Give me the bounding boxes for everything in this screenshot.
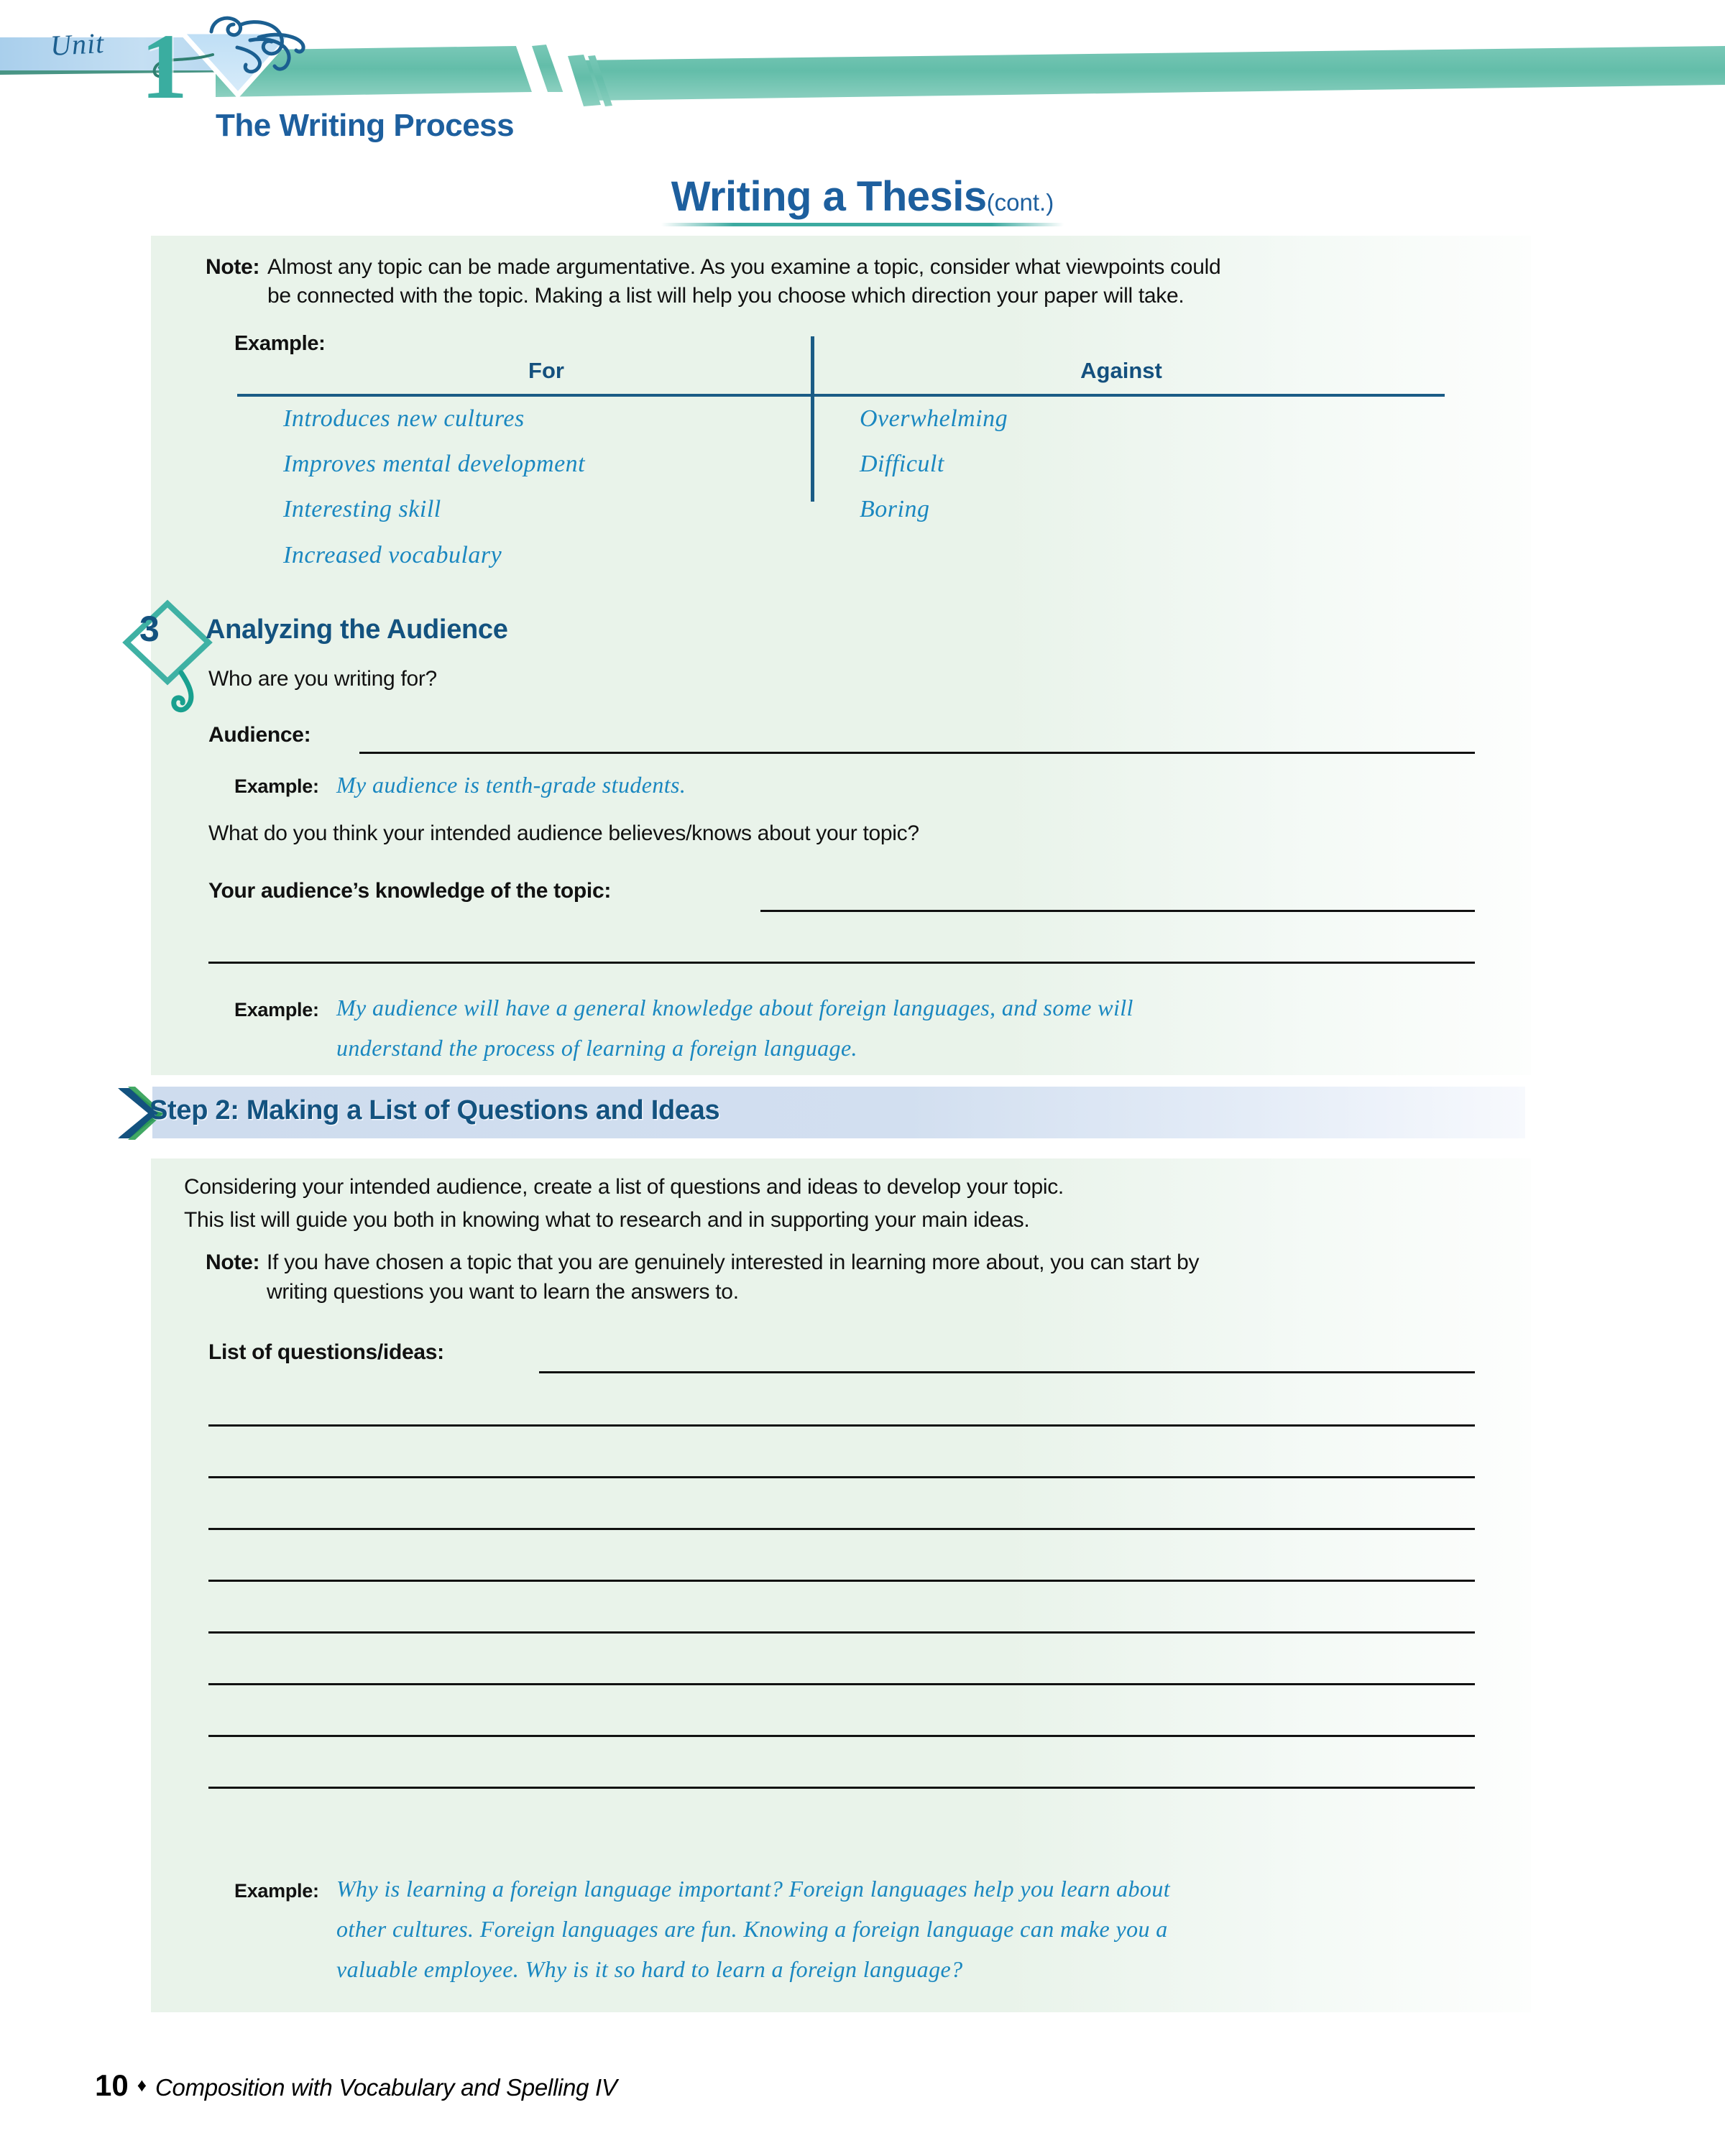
unit-title: The Writing Process [216, 108, 515, 143]
note-text-step2-line2: writing questions you want to learn the answers to. [267, 1280, 739, 1304]
note-text-top-line2: be connected with the topic. Making a list will help you choose which direction your paper will take. [267, 284, 1184, 308]
note-text-top-line1: Almost any topic can be made argumentative. As you examine a topic, consider what viewpoints could [267, 255, 1221, 279]
page-title [661, 172, 1064, 228]
table-column-header-against: Against [1080, 358, 1162, 383]
page-footer [95, 2068, 617, 2103]
example-text-step2-line2: other cultures. Foreign languages are fun. Knowing a foreign language can make you a [336, 1916, 1168, 1942]
table-cell-against-0: Overwhelming [860, 405, 1008, 432]
step-2-intro-line2: This list will guide you both in knowing what to research and in supporting your main ideas. [184, 1208, 1030, 1232]
list-answer-line-8[interactable] [208, 1787, 1475, 1789]
example-label-table: Example: [234, 332, 326, 355]
audience-knowledge-label: Your audience’s knowledge of the topic: [208, 879, 612, 903]
step-3-question-1: Who are you writing for? [208, 667, 437, 691]
list-answer-line-5[interactable] [208, 1631, 1475, 1634]
step-3-number: 3 [139, 609, 160, 649]
step-2-title: Step 2: Making a List of Questions and Ideas [150, 1095, 720, 1125]
list-answer-line-2[interactable] [208, 1476, 1475, 1478]
table-vertical-divider [811, 336, 814, 502]
table-cell-against-2: Boring [860, 496, 930, 522]
example-label-audience: Example: [234, 775, 319, 797]
example-text-knowledge-line1: My audience will have a general knowledge about foreign languages, and some will [336, 995, 1133, 1021]
note-label-step2: Note: [206, 1250, 260, 1274]
page-title-main: Writing a Thesis [671, 173, 987, 220]
unit-word-label: Unit [49, 27, 106, 62]
list-questions-label: List of questions/ideas: [208, 1340, 444, 1364]
list-answer-line-6[interactable] [208, 1683, 1475, 1685]
table-cell-against-1: Difficult [860, 451, 944, 477]
list-answer-line-3[interactable] [208, 1528, 1475, 1530]
footer-book-title: Composition with Vocabulary and Spelling IV [155, 2074, 617, 2101]
audience-knowledge-line-2[interactable] [208, 962, 1475, 964]
header-decoration [0, 0, 1725, 172]
page-title-suffix: (cont.) [986, 189, 1054, 216]
example-text-audience: My audience is tenth-grade students. [336, 772, 686, 798]
list-answer-line-1[interactable] [208, 1424, 1475, 1427]
step-2-intro-line1: Considering your intended audience, create a list of questions and ideas to develop your topic. [184, 1175, 1064, 1199]
table-column-header-for: For [528, 358, 564, 383]
audience-answer-line[interactable] [359, 752, 1475, 754]
example-text-knowledge-line2: understand the process of learning a foreign language. [336, 1035, 857, 1061]
note-text-step2-line1: If you have chosen a topic that you are genuinely interested in learning more about, you can start by [267, 1250, 1200, 1274]
title-underline-rule [661, 223, 1064, 226]
audience-knowledge-line-1[interactable] [760, 910, 1475, 912]
example-label-step2: Example: [234, 1880, 319, 1902]
unit-number: 1 [141, 15, 188, 119]
table-cell-for-1: Improves mental development [283, 451, 586, 477]
page-header [0, 0, 1725, 172]
table-horizontal-rule [237, 394, 1445, 397]
example-text-step2-line3: valuable employee. Why is it so hard to learn a foreign language? [336, 1956, 963, 1982]
example-label-knowledge: Example: [234, 999, 319, 1021]
step-3-title: Analyzing the Audience [206, 614, 508, 645]
footer-separator-icon: ♦ [137, 2074, 147, 2096]
step-3-diamond-marker [121, 598, 214, 727]
list-answer-line-4[interactable] [208, 1580, 1475, 1582]
note-label-top: Note: [206, 255, 260, 279]
list-answer-line-7[interactable] [208, 1735, 1475, 1737]
table-cell-for-0: Introduces new cultures [283, 405, 525, 432]
audience-label: Audience: [208, 723, 311, 747]
footer-page-number: 10 [95, 2068, 129, 2102]
step-3-question-2: What do you think your intended audience believes/knows about your topic? [208, 821, 919, 845]
table-cell-for-3: Increased vocabulary [283, 542, 502, 568]
list-answer-line-0[interactable] [539, 1371, 1475, 1373]
table-cell-for-2: Interesting skill [283, 496, 441, 522]
example-text-step2-line1: Why is learning a foreign language important? Foreign languages help you learn about [336, 1876, 1171, 1902]
page-title-container [0, 172, 1725, 228]
